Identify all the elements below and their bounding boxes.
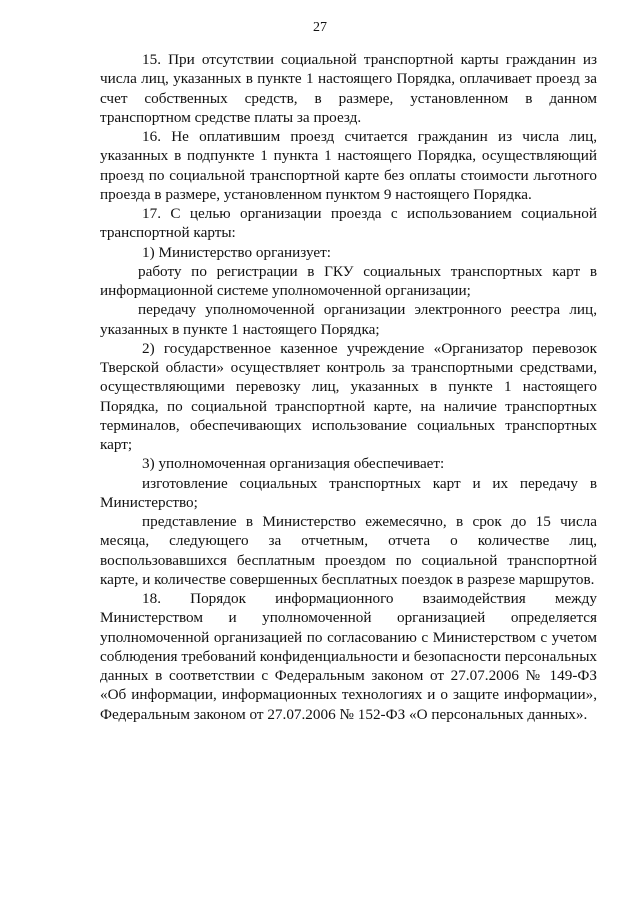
document-body [100,50,597,724]
paragraph-15: 15. При отсутствии социальной транспортной карты гражданин из числа лиц, указанных в пункте 1 настоящего Порядка, оплачивает проезд за счет собственных средств, в размере, установленном в данном транспортном средстве платы за проезд. [100,51,597,126]
paragraph-17-1-b: передачу уполномоченной организации электронного реестра лиц, указанных в пункте 1 настоящего Порядка; [100,301,597,338]
paragraph-17-1: 1) Министерство организует: [142,243,331,261]
paragraph-17-3-b: представление в Министерство ежемесячно, в срок до 15 числа месяца, следующего за отчетным, отчета о количестве лиц, воспользовавшихся бесплатным проездом по социальной транспортной карте, и количестве совершенных бесплатных поездок в разрезе маршрутов. [100,513,597,588]
paragraph-17: 17. С целью организации проезда с использованием социальной транспортной карты: [100,205,597,242]
paragraph-18: 18. Порядок информационного взаимодействия между Министерством и уполномоченной организацией определяется уполномоченной организацией по согласованию с Министерством с учетом соблюдения требований конфиденциальности и безопасности персональных данных в соответствии с Федеральным законом от 27.07.2006 № 149-ФЗ «Об информации, информационных технологиях и о защите информации», Федеральным законом от 27.07.2006 № 152-ФЗ «О персональных данных». [100,590,597,723]
paragraph-16: 16. Не оплатившим проезд считается гражданин из числа лиц, указанных в подпункте 1 пункта 1 настоящего Порядка, осуществляющий проезд по социальной транспортной карте без оплаты стоимости льготного проезда в размере, установленном пунктом 9 настоящего Порядка. [100,128,597,203]
paragraph-17-2: 2) государственное казенное учреждение «Организатор перевозок Тверской области» осуществляет контроль за транспортными средствами, осуществляющими перевозку лиц, указанных в пункте 1 настоящего Порядка, по социальной транспортной карте, на наличие транспортных терминалов, обеспечивающих использование социальных транспортных карт; [100,339,597,453]
page-number: 27 [313,20,327,35]
paragraph-17-3: 3) уполномоченная организация обеспечивает: [142,455,445,473]
paragraph-17-3-a: изготовление социальных транспортных карт и их передачу в Министерство; [100,474,597,511]
paragraph-17-1-a: работу по регистрации в ГКУ социальных транспортных карт в информационной системе уполномоченной организации; [100,262,597,299]
